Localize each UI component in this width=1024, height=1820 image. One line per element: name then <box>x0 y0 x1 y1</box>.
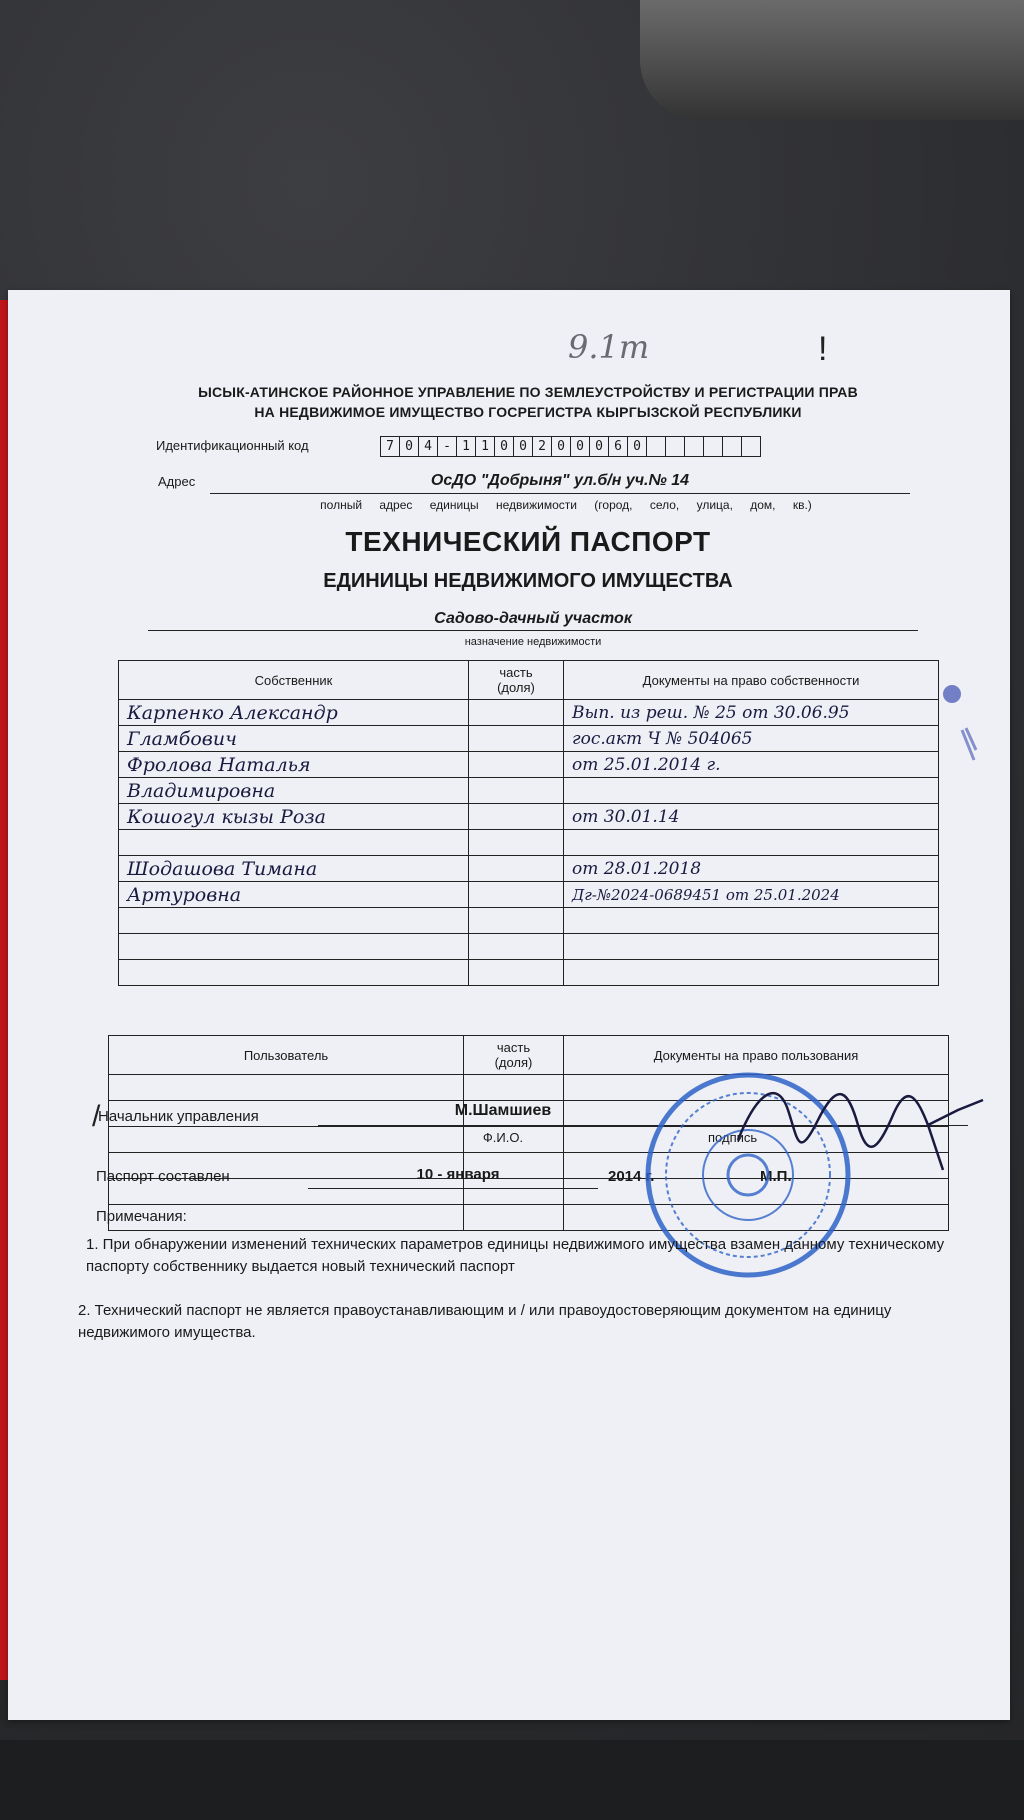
owner-cell: Шодашова Тимана <box>119 856 469 882</box>
share-cell <box>469 726 564 752</box>
docs-cell: от 28.01.2018 <box>564 856 939 882</box>
purpose-underline <box>148 630 918 631</box>
share-cell <box>469 882 564 908</box>
id-code-cell <box>722 436 742 457</box>
id-code-cell: 4 <box>418 436 438 457</box>
id-code-label: Идентификационный код <box>156 438 309 453</box>
purpose-value: Садово-дачный участок <box>434 610 632 627</box>
purpose-hint: назначение недвижимости <box>464 636 602 648</box>
header-line-2: НА НЕДВИЖИМОЕ ИМУЩЕСТВО ГОСРЕГИСТРА КЫРГЫЗСКОЙ РЕСПУБЛИКИ <box>254 404 802 420</box>
document-title: ТЕХНИЧЕСКИЙ ПАСПОРТ <box>345 526 711 557</box>
issuer-header <box>128 382 928 422</box>
handwritten-signature <box>728 1070 988 1190</box>
table-row <box>119 960 939 986</box>
fio-caption: Ф.И.О. <box>482 1130 524 1145</box>
owner-cell: Гламбович <box>119 726 469 752</box>
owners-table <box>118 660 939 986</box>
docs-cell <box>564 830 939 856</box>
issued-label: Паспорт составлен <box>96 1168 230 1185</box>
signature-caption: подпись <box>708 1130 758 1145</box>
chief-label: Начальник управления <box>98 1108 259 1125</box>
address-label: Адрес <box>158 474 196 489</box>
technical-passport-page <box>8 290 1010 1720</box>
address-hint: полный адрес единицы недвижимости (город, село, улица, дом, кв.) <box>320 498 812 512</box>
id-code-cell: 0 <box>513 436 533 457</box>
signature-stroke <box>738 1093 983 1147</box>
address-value: ОсДО "Добрыня" ул.б/н уч.№ 14 <box>430 472 690 489</box>
seal-place-label: М.П. <box>760 1168 792 1185</box>
id-code-cell: 0 <box>627 436 647 457</box>
share-column-header: часть (доля) <box>469 661 564 700</box>
docs-cell: от 25.01.2014 г. <box>564 752 939 778</box>
owner-cell: Карпенко Александр <box>119 700 469 726</box>
issued-date: 10 - января <box>416 1166 500 1183</box>
docs-cell <box>564 908 939 934</box>
share-cell <box>469 908 564 934</box>
table-row <box>119 726 939 752</box>
owner-cell: Артуровна <box>119 882 469 908</box>
share-cell <box>469 830 564 856</box>
docs-cell <box>564 778 939 804</box>
owner-cell <box>119 934 469 960</box>
id-code-cell: - <box>437 436 457 457</box>
ownership-docs-column-header: Документы на право собственности <box>564 661 939 700</box>
id-code-cell: 0 <box>399 436 419 457</box>
owners-header-row <box>119 661 939 700</box>
share-cell <box>469 804 564 830</box>
docs-cell: гос.акт Ч № 504065 <box>564 726 939 752</box>
note-2: 2. Технический паспорт не является правоустанавливающим и / или правоудостоверяющим документом на единицу недвижимого имущества. <box>78 1302 892 1341</box>
pencil-mark: ! <box>818 330 828 368</box>
user-column-header: Пользователь <box>109 1036 464 1075</box>
share-column-header: часть (доля) <box>464 1036 564 1075</box>
seat-shadow <box>0 1740 1024 1820</box>
id-code-cell: 6 <box>608 436 628 457</box>
id-code-cell <box>665 436 685 457</box>
docs-cell: Дг-№2024-0689451 от 25.01.2024 <box>564 882 939 908</box>
table-row <box>119 908 939 934</box>
share-cell <box>469 778 564 804</box>
id-code-cell: 7 <box>380 436 400 457</box>
pen-mark: / <box>92 1100 101 1133</box>
share-cell <box>469 752 564 778</box>
share-cell <box>469 700 564 726</box>
table-row <box>119 778 939 804</box>
share-cell <box>469 934 564 960</box>
id-code-cell <box>703 436 723 457</box>
id-code-cell: 2 <box>532 436 552 457</box>
docs-cell <box>564 960 939 986</box>
ink-blot <box>938 680 978 770</box>
owner-cell: Кошогул кызы Роза <box>119 804 469 830</box>
id-code-cell <box>741 436 761 457</box>
owner-cell <box>119 960 469 986</box>
table-row <box>119 934 939 960</box>
id-code-cell: 1 <box>475 436 495 457</box>
address-underline <box>210 493 910 494</box>
id-code-cell: 0 <box>570 436 590 457</box>
pencil-note: 9.1т <box>568 328 650 366</box>
table-row <box>119 882 939 908</box>
owner-column-header: Собственник <box>119 661 469 700</box>
docs-cell <box>564 934 939 960</box>
id-code-cell <box>684 436 704 457</box>
ink-blot-spot <box>943 685 961 703</box>
owner-cell <box>119 830 469 856</box>
share-cell <box>464 1205 564 1231</box>
id-code-cell: 0 <box>589 436 609 457</box>
id-code-cell: 0 <box>494 436 514 457</box>
share-cell <box>464 1075 564 1101</box>
usage-docs-column-header: Документы на право пользования <box>564 1036 949 1075</box>
id-code-cell: 0 <box>551 436 571 457</box>
seat-bolster <box>640 0 1024 120</box>
owner-cell: Владимировна <box>119 778 469 804</box>
id-code-cell: 1 <box>456 436 476 457</box>
document-subtitle: ЕДИНИЦЫ НЕДВИЖИМОГО ИМУЩЕСТВА <box>323 570 733 592</box>
signature-tail <box>928 1125 943 1170</box>
issued-underline <box>308 1188 598 1189</box>
id-code-cell <box>646 436 666 457</box>
ink-blot-streak <box>962 728 976 760</box>
id-code-grid <box>380 436 760 457</box>
note-1: 1. При обнаружении изменений технических параметров единицы недвижимого имущества взамен данному техническому паспорту собственнику выдается новый технический паспорт <box>86 1236 945 1275</box>
table-row <box>119 752 939 778</box>
owner-cell <box>119 908 469 934</box>
header-line-1: ЫСЫК-АТИНСКОЕ РАЙОННОЕ УПРАВЛЕНИЕ ПО ЗЕМЛЕУСТРОЙСТВУ И РЕГИСТРАЦИИ ПРАВ <box>198 384 858 400</box>
table-row <box>119 830 939 856</box>
docs-cell: Вып. из реш. № 25 от 30.06.95 <box>564 700 939 726</box>
chief-name: М.Шамшиев <box>454 1102 552 1119</box>
owner-cell: Фролова Наталья <box>119 752 469 778</box>
share-cell <box>469 856 564 882</box>
table-row <box>119 856 939 882</box>
table-row <box>119 700 939 726</box>
docs-cell: от 30.01.14 <box>564 804 939 830</box>
issued-year: 2014 г. <box>608 1168 655 1185</box>
user-cell <box>109 1075 464 1101</box>
share-cell <box>469 960 564 986</box>
notes-title: Примечания: <box>96 1208 187 1225</box>
table-row <box>119 804 939 830</box>
